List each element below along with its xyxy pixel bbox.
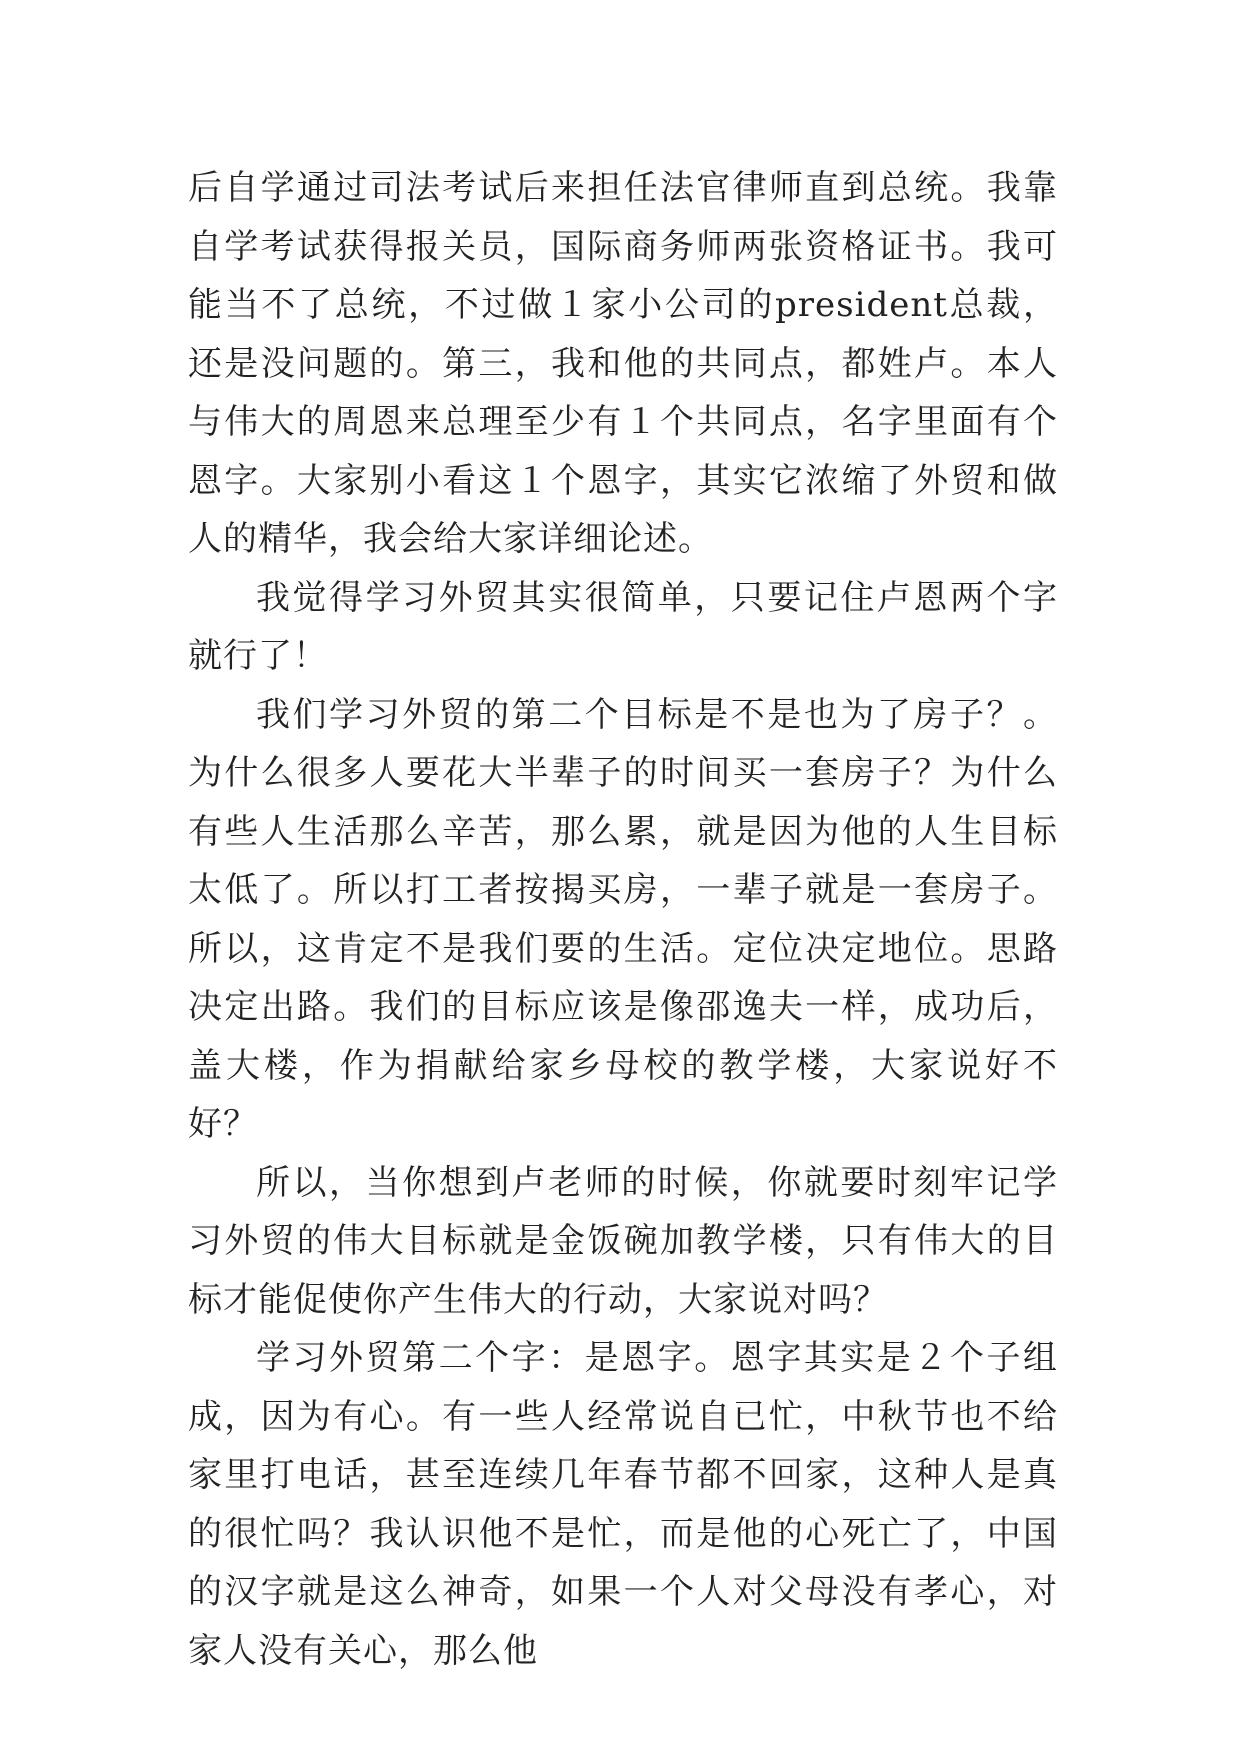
paragraph-3: 我们学习外贸的第二个目标是不是也为了房子？。为什么很多人要花大半辈子的时间买一套房子？为什么有些人生活那么辛苦，那么累，就是因为他的人生目标太低了。所以打工者按揭买房，一辈子就是一套房子。所以，这肯定不是我们要的生活。定位决定地位。思路决定出路。我们的目标应该是像邵逸夫一样，成功后，盖大楼，作为捐献给家乡母校的教学楼，大家说好不好？: [188, 694, 1058, 1144]
paragraph-2: 我觉得学习外贸其实很简单，只要记住卢恩两个字就行了！: [188, 577, 1058, 676]
paragraph-5: 学习外贸第二个字：是恩字。恩字其实是２个子组成，因为有心。有一些人经常说自已忙，中秋节也不给家里打电话，甚至连续几年春节都不回家，这种人是真的很忙吗？我认识他不是忙，而是他的心死亡了，中国的汉字就是这么神奇，如果一个人对父母没有孝心，对家人没有关心，那么他: [188, 1338, 1058, 1671]
paragraph-1: 后自学通过司法考试后来担任法官律师直到总统。我靠自学考试获得报关员，国际商务师两张资格证书。我可能当不了总统，不过做１家小公司的president总裁，还是没问题的。第三，我和他的共同点，都姓卢。本人与伟大的周恩来总理至少有１个共同点，名字里面有个恩字。大家别小看这１个恩字，其实它浓缩了外贸和做人的精华，我会给大家详细论述。: [188, 168, 1058, 559]
document-body: [188, 159, 1058, 1680]
paragraph-4: 所以，当你想到卢老师的时候，你就要时刻牢记学习外贸的伟大目标就是金饭碗加教学楼，只有伟大的目标才能促使你产生伟大的行动，大家说对吗？: [188, 1162, 1058, 1320]
